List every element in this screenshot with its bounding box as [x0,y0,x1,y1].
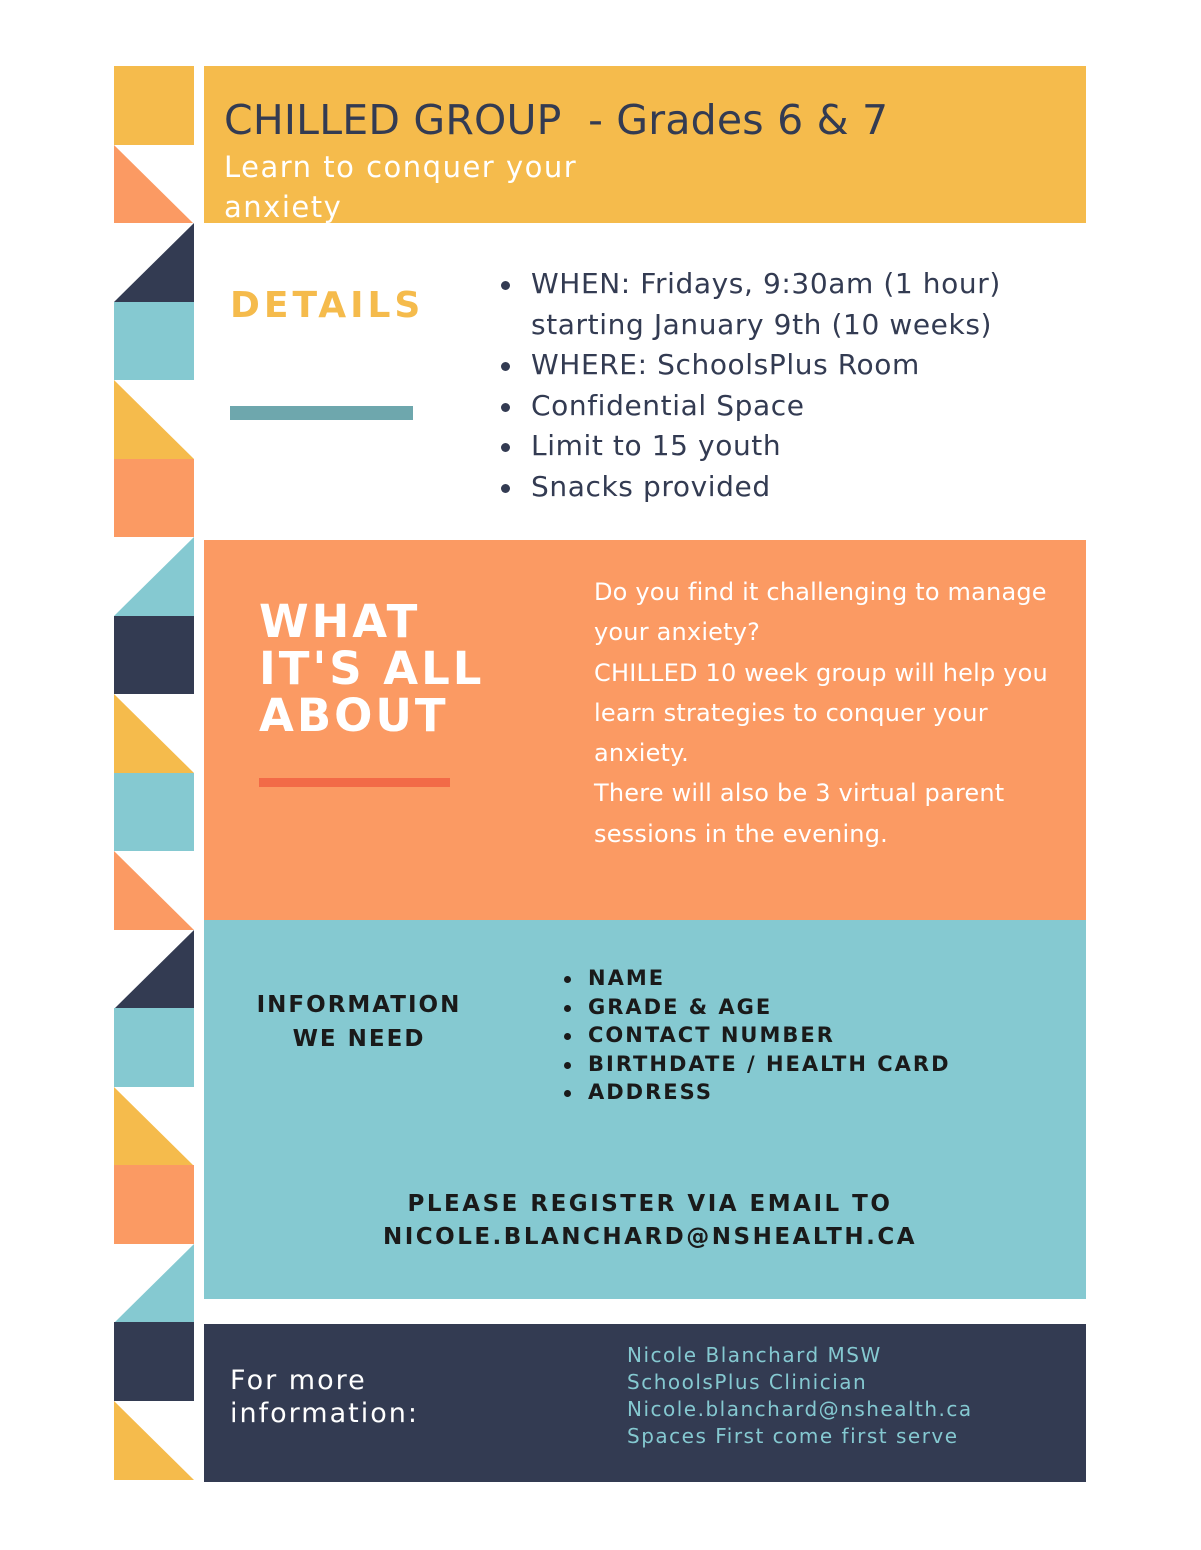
decorative-tile [114,380,194,459]
register-line: PLEASE REGISTER VIA EMAIL TO [407,1191,893,1217]
decorative-triangle [114,1087,194,1166]
about-paragraph: Do you find it challenging to manage your anxiety? [594,578,1047,647]
decorative-triangle [114,930,194,1009]
decorative-tile [114,459,194,538]
info-item: GRADE & AGE [562,993,951,1022]
decorative-tile [114,66,194,145]
about-paragraph: CHILLED 10 week group will help you learn strategies to conquer your anxiety. [594,658,1048,768]
decorative-tile [114,616,194,695]
about-heading: WHAT IT'S ALL ABOUT [259,595,485,742]
details-item: Limit to 15 youth [497,426,1051,467]
details-item: WHEN: Fridays, 9:30am (1 hour) starting January 9th (10 weeks) [497,264,1051,345]
about-paragraph: There will also be 3 virtual parent sessions in the evening. [594,779,1005,848]
decorative-tile [114,1322,194,1401]
footer-label: For more information: [230,1365,419,1429]
register-instructions [300,1188,1000,1254]
about-description [594,572,1064,854]
decorative-triangle [114,223,194,302]
info-heading: INFORMATION WE NEED [256,992,462,1052]
details-item: Confidential Space [497,386,1051,427]
info-item: ADDRESS [562,1078,951,1107]
decorative-tile [114,1087,194,1166]
decorative-tile [114,930,194,1009]
decorative-triangle [114,145,194,224]
decorative-tile [114,302,194,381]
contact-email[interactable]: Nicole.blanchard@nshealth.ca [627,1397,973,1421]
decorative-tile [114,1165,194,1244]
info-list [562,964,951,1107]
decorative-tile [114,223,194,302]
details-divider-bar [230,406,413,420]
page-title: CHILLED GROUP - Grades 6 & 7 [224,96,889,144]
decorative-tile [114,694,194,773]
info-item: NAME [562,964,951,993]
decorative-triangle [114,380,194,459]
details-item: WHERE: SchoolsPlus Room [497,345,1051,386]
decorative-tile [114,537,194,616]
register-email[interactable]: NICOLE.BLANCHARD@NSHEALTH.CA [382,1224,918,1250]
contact-name: Nicole Blanchard MSW [627,1343,882,1367]
contact-role: SchoolsPlus Clinician [627,1370,868,1394]
page-subtitle: Learn to conquer your anxiety [224,150,578,224]
decorative-triangle [114,694,194,773]
decorative-tile [114,1244,194,1323]
decorative-triangle [114,1401,194,1480]
decorative-triangle [114,851,194,930]
decorative-triangle [114,537,194,616]
decorative-tile [114,1401,194,1480]
details-item: Snacks provided [497,467,1051,508]
decorative-tile [114,773,194,852]
info-item: CONTACT NUMBER [562,1021,951,1050]
decorative-tile [114,145,194,224]
decorative-tile [114,851,194,930]
about-heading-underline [259,778,450,787]
decorative-tile [114,1008,194,1087]
footer-contact [627,1342,1077,1450]
contact-note: Spaces First come first serve [627,1424,959,1448]
details-heading: DETAILS [230,285,425,326]
decorative-triangle [114,1244,194,1323]
details-list [497,264,1051,507]
info-item: BIRTHDATE / HEALTH CARD [562,1050,951,1079]
